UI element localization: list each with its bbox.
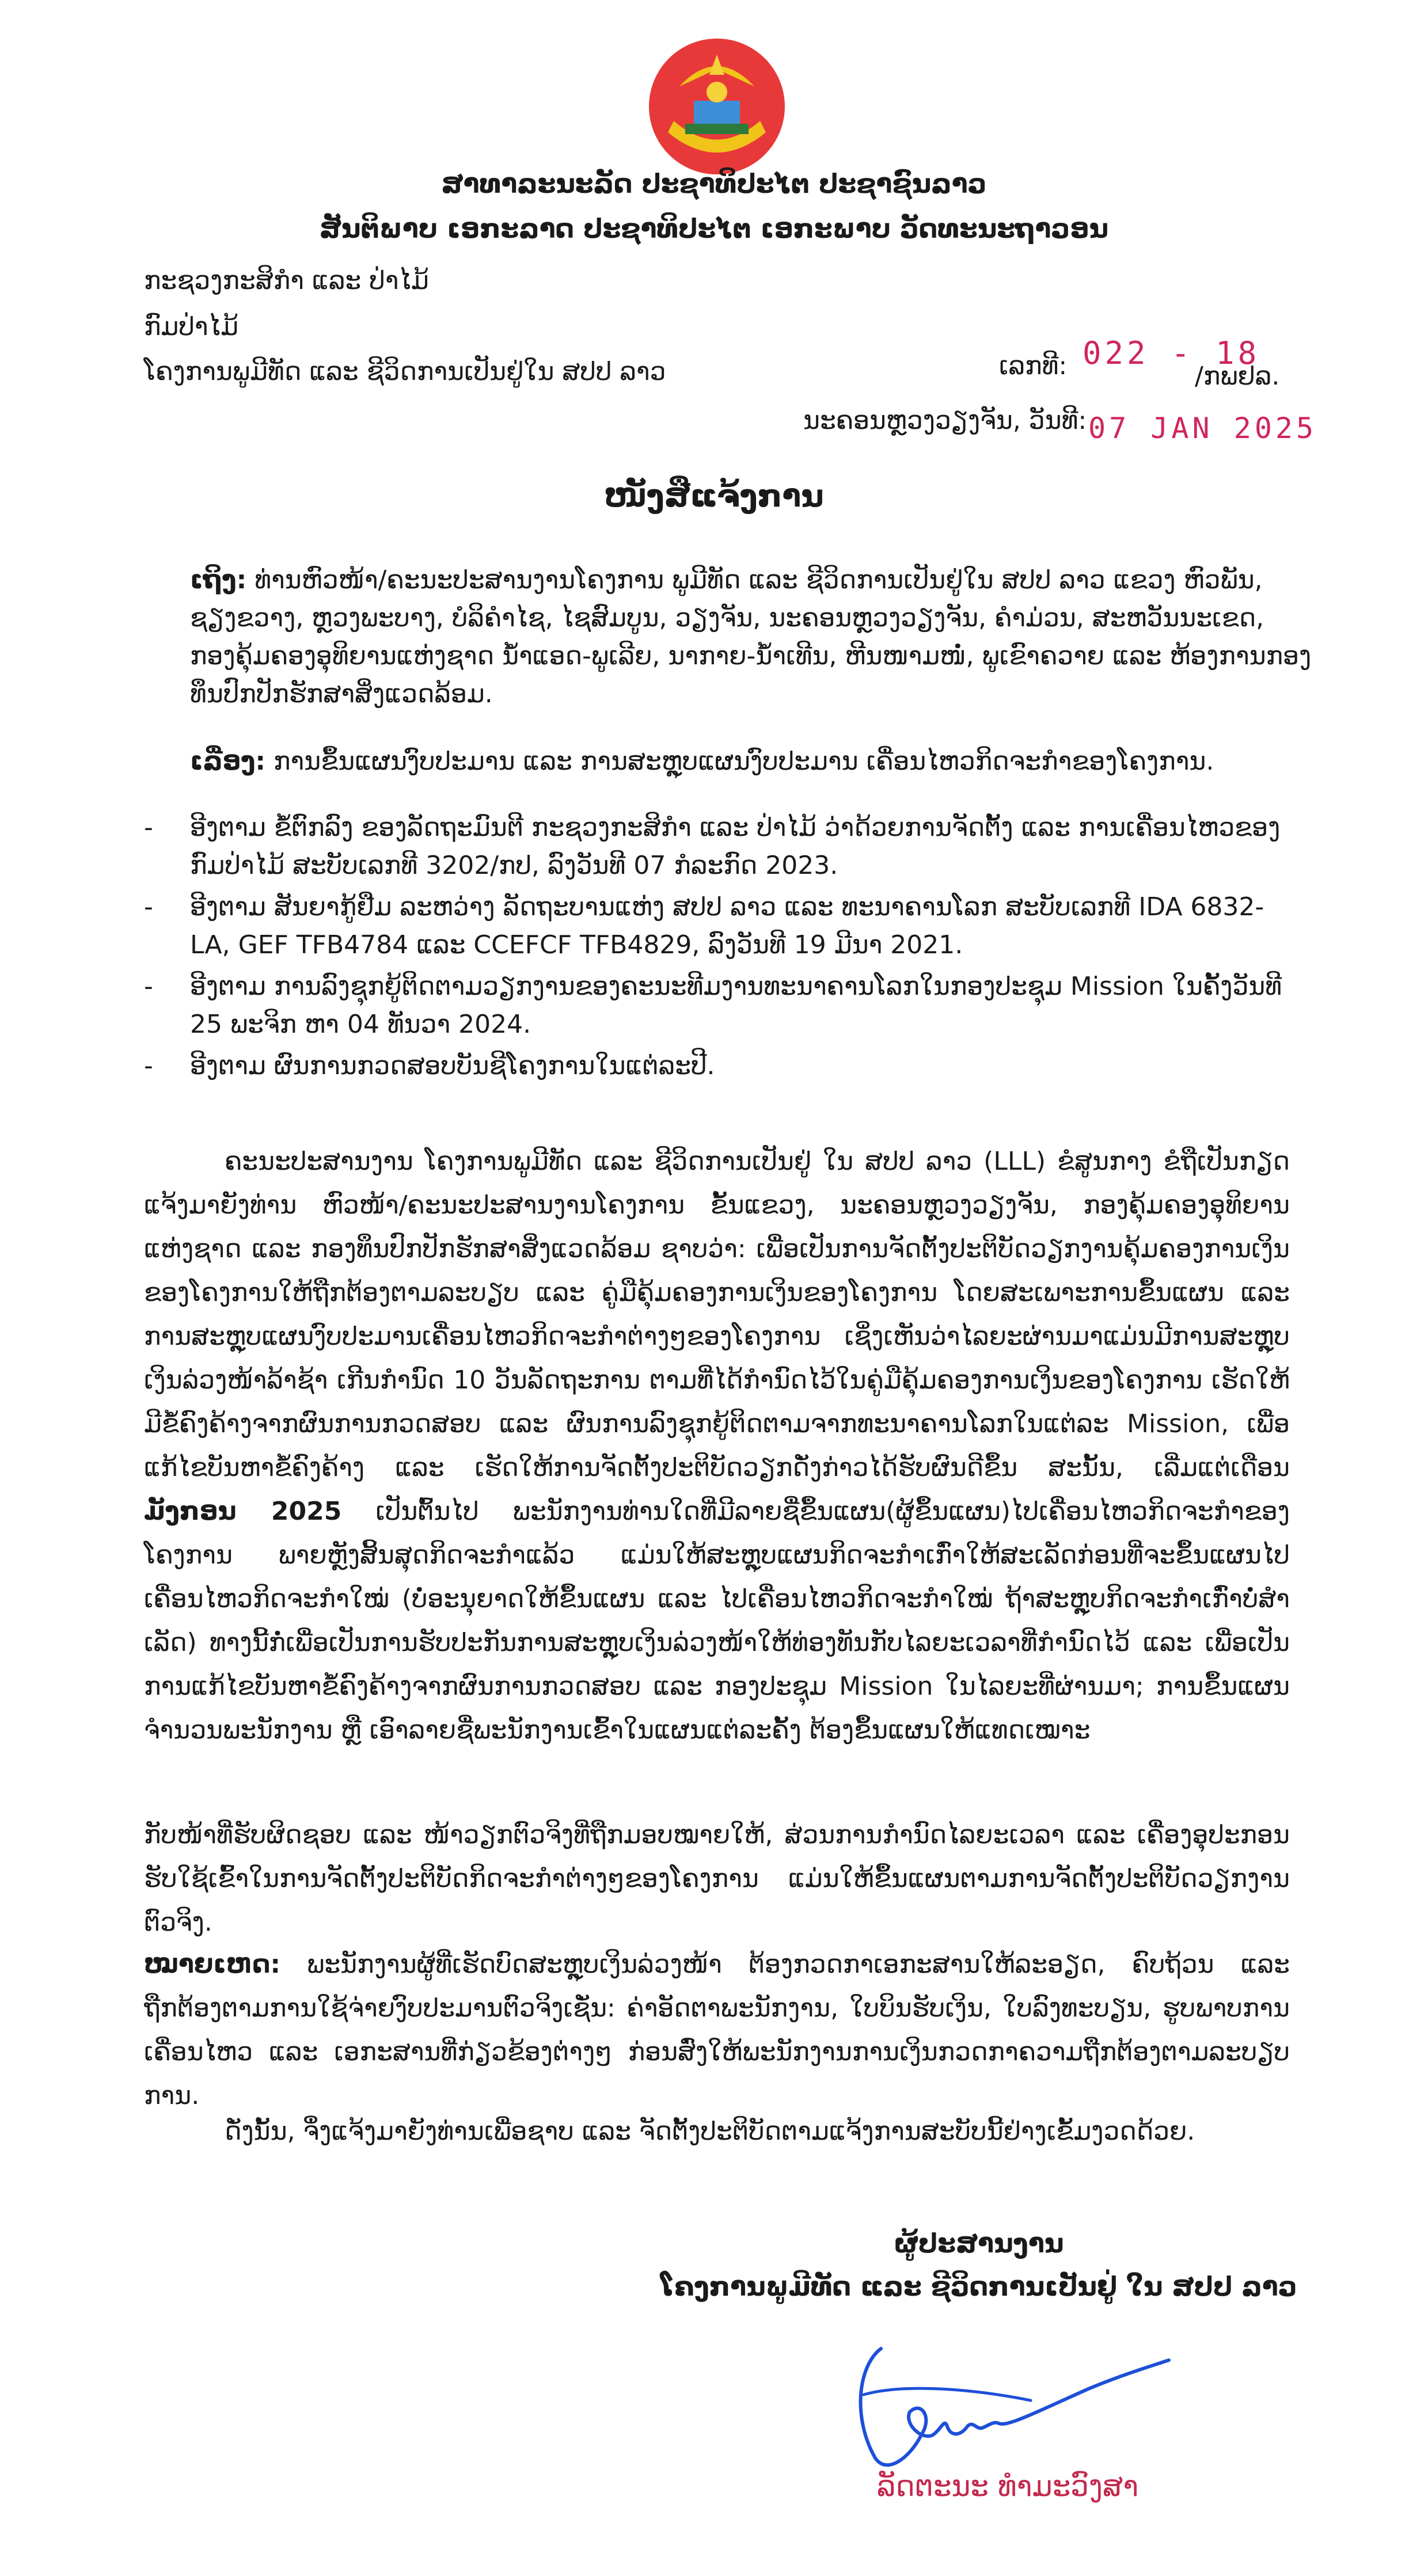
signatory-org: ໂຄງການພູມີທັດ ແລະ ຊີວິດການເປັນຢູ່ ໃນ ສປປ ລາວ <box>660 2271 1297 2302</box>
subject-block <box>190 743 1313 781</box>
signatory-title: ຜູ້ປະສານງານ <box>894 2228 1064 2259</box>
list-item: - ອີງຕາມ ຂໍ້ຕົກລົງ ຂອງລັດຖະມົນຕີ ກະຊວງກະສິກໍາ ແລະ ປ່າໄມ້ ວ່າດ້ວຍການຈັດຕັ້ງ ແລະ ການເຄື່ອນໄຫວຂອງກົມປ່າໄມ້ ສະບັບເລກທີ 3202/ກປ, ລົງວັນທີ 07 ກໍລະກົດ 2023. <box>144 813 1281 880</box>
body-paragraph-2: ກັບໜ້າທີ່ຮັບຜິດຊອບ ແລະ ໜ້າວຽກຕົວຈິງທີ່ຖືກມອບໝາຍໃຫ້, ສ່ວນການກໍານົດໄລຍະເວລາ ແລະ ເຄື່ອງອຸປະກອນຮັບໃຊ້ເຂົ້າໃນການຈັດຕັ້ງປະຕິບັດກິດຈະກໍາຕ່າງໆຂອງໂຄງການ ແມ່ນໃຫ້ຂຶ້ນແຜນຕາມການຈັດຕັ້ງປະຕິບັດວຽກງານຕົວຈິງ. <box>144 1820 1290 1937</box>
reference-number-stamp: 022 - 18 <box>1083 335 1260 371</box>
ministry-name: ກະຊວງກະສິກໍາ ແລະ ປ່າໄມ້ <box>144 266 429 295</box>
handwritten-signature <box>789 2326 1180 2487</box>
date-stamp: 07 JAN 2025 <box>1088 412 1317 445</box>
recipient-text: ທ່ານຫົວໜ້າ/ຄະນະປະສານງານໂຄງການ ພູມີທັດ ແລະ ຊີວິດການເປັນຢູ່ໃນ ສປປ ລາວ ແຂວງ ຫົວພັນ, ຊຽງຂວາງ, ຫຼວງພະບາງ, ບໍລິຄໍາໄຊ, ໄຊສົມບູນ, ວຽງຈັນ, ນະຄອນຫຼວງວຽງຈັນ, ຄໍາມ່ວນ, ສະຫວັນນະເຂດ, ກອງຄຸ້ມຄອງອຸທິຍານແຫ່ງຊາດ ນໍ້າແອດ-ພູເລີຍ, ນາກາຍ-ນໍ້າເທີນ, ຫີນໜາມໜໍ່, ພູເຂົາຄວາຍ ແລະ ຫ້ອງການກອງທຶນປົກປັກຮັກສາສິ່ງແວດລ້ອມ. <box>190 565 1312 709</box>
department-name: ກົມປ່າໄມ້ <box>144 312 239 341</box>
recipient-label: ເຖິງ: <box>190 565 247 595</box>
reference-list <box>144 809 1284 1089</box>
header-line-2: ສັນຕິພາບ ເອກະລາດ ປະຊາທິປະໄຕ ເອກະພາບ ວັດທະນະຖາວອນ <box>319 213 1109 244</box>
recipient-block <box>190 561 1313 713</box>
list-item: - ອີງຕາມ ຜົນການກວດສອບບັນຊີໂຄງການໃນແຕ່ລະປີ. <box>144 1051 715 1080</box>
subject-text: ການຂຶ້ນແຜນງົບປະມານ ແລະ ການສະຫຼຸບແຜນງົບປະມານ ເຄື່ອນໄຫວກິດຈະກໍາຂອງໂຄງການ. <box>274 747 1214 776</box>
closing-paragraph: ດັ່ງນັ້ນ, ຈຶ່ງແຈ້ງມາຍັງທ່ານເພື່ອຊາບ ແລະ ຈັດຕັ້ງປະຕິບັດຕາມແຈ້ງການສະບັບນີ້ຢ່າງເຂັ້ມງວດດ້ວຍ. <box>225 2117 1195 2146</box>
lao-national-emblem-icon <box>645 35 789 178</box>
note-label: ໝາຍເຫດ: <box>144 1950 281 1979</box>
reference-number-label: ເລກທີ: <box>999 351 1068 380</box>
place-date-label: ນະຄອນຫຼວງວຽງຈັນ, ວັນທີ: <box>803 406 1087 435</box>
list-item: - ອີງຕາມ ສັນຍາກູ້ຢືມ ລະຫວ່າງ ລັດຖະບານແຫ່ງ ສປປ ລາວ ແລະ ທະນາຄານໂລກ ສະບັບເລກທີ IDA 6832-LA, GEF TFB4784 ແລະ CCEFCF TFB4829, ລົງວັນທີ 19 ມີນາ 2021. <box>144 892 1264 960</box>
document-title: ໜັງສືແຈ້ງການ <box>604 478 824 514</box>
note-text: ພະນັກງານຜູ້ທີ່ເຮັດບົດສະຫຼຸບເງິນລ່ວງໜ້າ ຕ້ອງກວດກາເອກະສານໃຫ້ລະອຽດ, ຄົບຖ້ວນ ແລະ ຖືກຕ້ອງຕາມການໃຊ້ຈ່າຍງົບປະມານຕົວຈິງເຊັ່ນ: ຄ່າອັດຕາພະນັກງານ, ໃບບິນຮັບເງິນ, ໃບລົງທະບຽນ, ຮູບພາບການເຄື່ອນໄຫວ ແລະ ເອກະສານທີ່ກ່ຽວຂ້ອງຕ່າງໆ ກ່ອນສົ່ງໃຫ້ພະນັກງານການເງິນກວດກາຄວາມຖືກຕ້ອງຕາມລະບຽບການ. <box>144 1950 1290 2110</box>
project-name: ໂຄງການພູມີທັດ ແລະ ຊີວິດການເປັນຢູ່ໃນ ສປປ ລາວ <box>144 357 666 386</box>
list-item: - ອີງຕາມ ການລົງຊຸກຍູ້ຕິດຕາມວຽກງານຂອງຄະນະທີມງານທະນາຄານໂລກໃນກອງປະຊຸມ Mission ໃນຄັ້ງວັນທີ 25 ພະຈິກ ຫາ 04 ທັນວາ 2024. <box>144 972 1282 1039</box>
body-paragraph-1: ຄະນະປະສານງານ ໂຄງການພູມີທັດ ແລະ ຊີວິດການເປັນຢູ່ ໃນ ສປປ ລາວ (LLL) ຂໍສູນກາງ ຂໍຖືເປັນກຽດແຈ້ງມາຍັງທ່ານ ຫົວໜ້າ/ຄະນະປະສານງານໂຄງການ ຂັ້ນແຂວງ, ນະຄອນຫຼວງວຽງຈັນ, ກອງຄຸ້ມຄອງອຸທິຍານແຫ່ງຊາດ ແລະ ກອງທຶນປົກປັກຮັກສາສິ່ງແວດລ້ອມ ຊາບວ່າ: ເພື່ອເປັນການຈັດຕັ້ງປະຕິບັດວຽກງານຄຸ້ມຄອງການເງິນຂອງໂຄງການໃຫ້ຖືກຕ້ອງຕາມລະບຽບ ແລະ ຄູ່ມືຄຸ້ມຄອງການເງິນຂອງໂຄງການ ໂດຍສະເພາະການຂຶ້ນແຜນ ແລະ ການສະຫຼຸບແຜນງົບປະມານເຄື່ອນໄຫວກິດຈະກໍາຕ່າງໆຂອງໂຄງການ ເຊິ່ງເຫັນວ່າໄລຍະຜ່ານມາແມ່ນມີການສະຫຼຸບເງິນລ່ວງໜ້າລ້າຊ້າ ເກີນກໍານົດ 10 ວັນລັດຖະການ ຕາມທີ່ໄດ້ກໍານົດໄວ້ໃນຄູ່ມືຄຸ້ມຄອງການເງິນຂອງໂຄງການ ເຮັດໃຫ້ມີຂໍ້ຄົງຄ້າງຈາກຜົນການກວດສອບ ແລະ ຜົນການລົງຊຸກຍູ້ຕິດຕາມຈາກທະນາຄານໂລກໃນແຕ່ລະ Mission, ເພື່ອແກ້ໄຂບັນຫາຂໍ້ຄົງຄ້າງ ແລະ ເຮັດໃຫ້ການຈັດຕັ້ງປະຕິບັດວຽກດັ່ງກ່າວໄດ້ຮັບຜົນດີຂຶ້ນ ສະນັ້ນ, ເລີ່ມແຕ່ເດືອນ ມັງກອນ 2025 ເປັນຕົ້ນໄປ ພະນັກງານທ່ານໃດທີ່ມີລາຍຊື່ຂຶ້ນແຜນ(ຜູ້ຂຶ້ນແຜນ)ໄປເຄື່ອນໄຫວກິດຈະກໍາຂອງໂຄງການ ພາຍຫຼັງສິ້ນສຸດກິດຈະກໍາແລ້ວ ແມ່ນໃຫ້ສະຫຼຸບແຜນກິດຈະກໍາເກົ່າໃຫ້ສະເລັດກ່ອນທີ່ຈະຂຶ້ນແຜນໄປເຄື່ອນໄຫວກິດຈະກໍາໃໝ່ (ບໍ່ອະນຸຍາດໃຫ້ຂຶ້ນແຜນ ແລະ ໄປເຄື່ອນໄຫວກິດຈະກໍາໃໝ່ ຖ້າສະຫຼຸບກິດຈະກໍາເກົ່າບໍ່ສໍາເລັດ) ທາງນີ້ກໍ່ເພື່ອເປັນການຮັບປະກັນການສະຫຼຸບເງິນລ່ວງໜ້າໃຫ້ທ່ອງທັນກັບໄລຍະເວລາທີ່ກໍານົດໄວ້ ແລະ ເພື່ອເປັນການແກ້ໄຂບັນຫາຂໍ້ຄົງຄ້າງຈາກຜົນການກວດສອບ ແລະ ກອງປະຊຸມ Mission ໃນໄລຍະທີ່ຜ່ານມາ; ການຂຶ້ນແຜນຈໍານວນພະນັກງານ ຫຼື ເອົາລາຍຊື່ພະນັກງານເຂົ້າໃນແຜນແຕ່ລະຄັ້ງ ຕ້ອງຂຶ້ນແຜນໃຫ້ແທດເໝາະ <box>144 1147 1290 1745</box>
signatory-name: ລັດຕະນະ ທໍາມະວົງສາ <box>876 2470 1139 2503</box>
subject-label: ເລື່ອງ: <box>190 747 265 776</box>
header-line-1: ສາທາລະນະລັດ ປະຊາທິປະໄຕ ປະຊາຊົນລາວ <box>441 168 987 199</box>
reference-number-suffix: /ກພຢລ. <box>1195 362 1280 391</box>
start-month: ມັງກອນ 2025 <box>144 1497 342 1526</box>
note-paragraph <box>144 1943 1290 2118</box>
